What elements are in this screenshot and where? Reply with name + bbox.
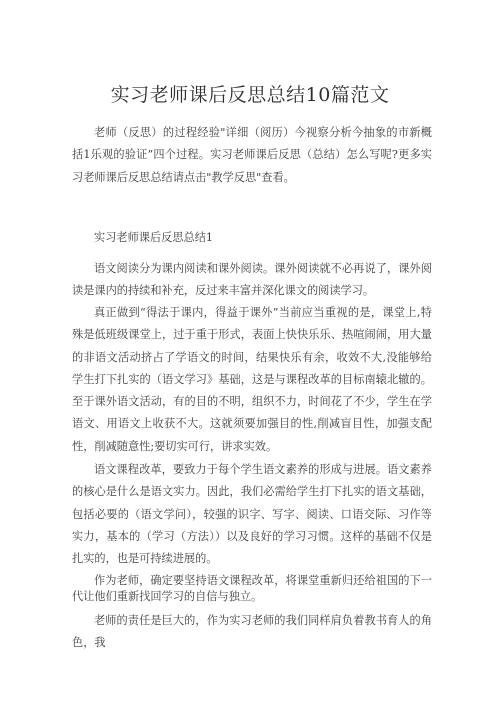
body-paragraph-3: 语文课程改革，要致力于每个学生语文素养的形成与进展。语文素养的核心是什么是语文实力。因此，我们必需给学生打下扎实的语文基础，包括必要的（语文学问），较强的识字、写字、阅读、口语交际、习作等实力，基本的（学习（方法））以及良好的学习习惯。这样的基础不仅是扎实的，也是可持续进展的。 [72, 463, 432, 566]
body-paragraph-2: 真正做到“得法于课内，得益于课外”当前应当重视的是，课堂上,特殊是低班级课堂上，过于重于形式，表面上快快乐乐、热喧闹闹，用大量的非语文活动挤占了学语文的时间，结果快乐有余，收效不大,没能够给学生打下扎实的（语文学习》基础，这是与课程改革的目标南辕北辙的。至于课外语文活动，有的目的不明，组织不力，时间花了不少，学生在学语文、用语文上收获不大。这就须要加强目的性,削减盲目性，加强支配性，削减随意性;要切实可行，讲求实效。 [72, 306, 432, 453]
body-paragraph-5: 老师的责任是巨大的，作为实习老师的我们同样肩负着教书育人的角色，我 [72, 614, 432, 650]
document-title: 实习老师课后反思总结10篇范文 [110, 84, 390, 106]
body-paragraph-4: 作为老师，确定要坚持语文课程改革，将课堂重新归还给祖国的下一代让他们重新找回学习的自信与独立。 [72, 574, 432, 603]
body-paragraph-1: 语文阅读分为课内阅读和课外阅读。课外阅读就不必再说了，课外阅读是课内的持续和补充，反过来丰富并深化课文的阅读学习。 [72, 262, 432, 298]
intro-paragraph: 老师（反思）的过程经验"详细（阅历）今视察分析今抽象的市新概括1乐观的验证”四个过程。实习老师课后反思（总结）怎么写呢?更多实习老师课后反思总结请点击"教学反思"查看。 [72, 126, 432, 184]
section-heading: 实习老师课后反思总结1 [94, 231, 213, 244]
